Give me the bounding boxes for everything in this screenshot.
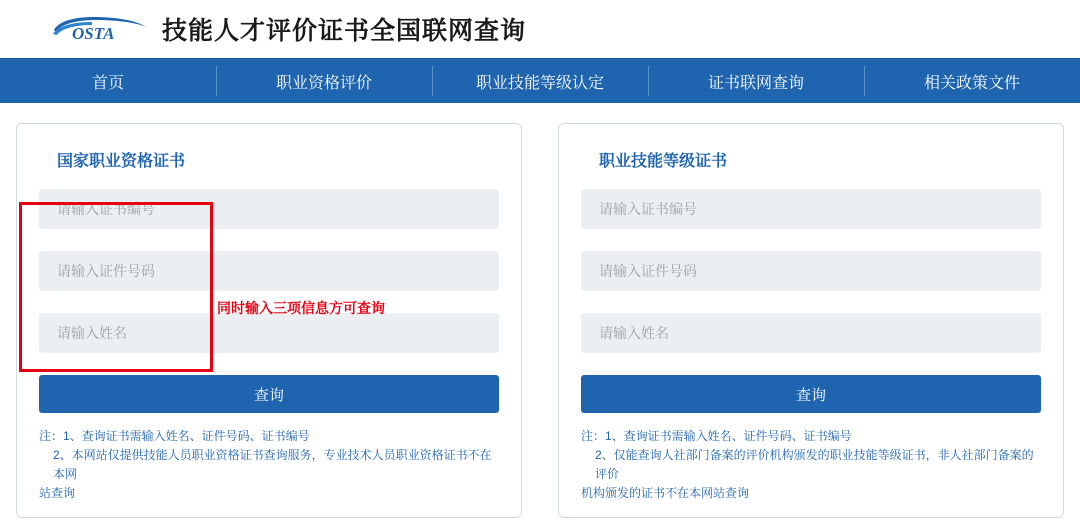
left-submit-button[interactable]: 查询: [39, 375, 499, 413]
nav-item-label: 首页: [91, 74, 124, 92]
left-panel-title: 国家职业资格证书: [57, 153, 186, 170]
left-note-line-3: 站查询: [39, 486, 76, 500]
left-id-number-input[interactable]: [39, 251, 499, 291]
input-hint-text: 同时输入三项信息方可查询: [217, 300, 385, 316]
main-nav: [0, 58, 1080, 103]
right-certificate-number-input[interactable]: [581, 189, 1041, 229]
page-title: 技能人才评价证书全国联网查询: [162, 17, 527, 45]
right-note-line-2: 2、仅能查询人社部门备案的评价机构颁发的职业技能等级证书，非人社部门备案的评价: [595, 448, 1034, 481]
right-id-number-input[interactable]: [581, 251, 1041, 291]
left-note-line-1: 注：1、查询证书需输入姓名、证件号码、证书编号: [39, 429, 310, 443]
national-vocational-qualification-panel: [16, 123, 522, 518]
left-panel-note: [39, 427, 499, 503]
right-note-line-3: 机构颁发的证书不在本网站查询: [581, 486, 750, 500]
main-content: [0, 103, 1080, 518]
left-note-line-2: 2、本网站仅提供技能人员职业资格证书查询服务，专业技术人员职业资格证书不在本网: [53, 448, 492, 481]
osta-logo: [52, 14, 148, 44]
nav-item-vocational-qualification[interactable]: [216, 59, 432, 103]
skill-level-certificate-panel: [558, 123, 1064, 518]
nav-item-label: 职业技能等级认定: [475, 74, 604, 92]
nav-item-home[interactable]: [0, 59, 216, 103]
right-note-line-1: 注：1、查询证书需输入姓名、证件号码、证书编号: [581, 429, 852, 443]
nav-item-skill-level[interactable]: [432, 59, 648, 103]
left-certificate-number-input[interactable]: [39, 189, 499, 229]
svg-text:OSTA: OSTA: [72, 24, 115, 43]
nav-item-label: 证书联网查询: [707, 74, 804, 92]
nav-item-policy-documents[interactable]: [864, 59, 1080, 103]
right-submit-button[interactable]: 查询: [581, 375, 1041, 413]
nav-item-label: 职业资格评价: [275, 74, 372, 92]
left-name-input[interactable]: [39, 313, 499, 353]
page-header: [0, 0, 1080, 58]
right-name-input[interactable]: [581, 313, 1041, 353]
right-panel-note: [581, 427, 1041, 503]
right-panel-title: 职业技能等级证书: [599, 153, 728, 170]
nav-item-certificate-query[interactable]: [648, 59, 864, 103]
nav-item-label: 相关政策文件: [923, 74, 1020, 92]
